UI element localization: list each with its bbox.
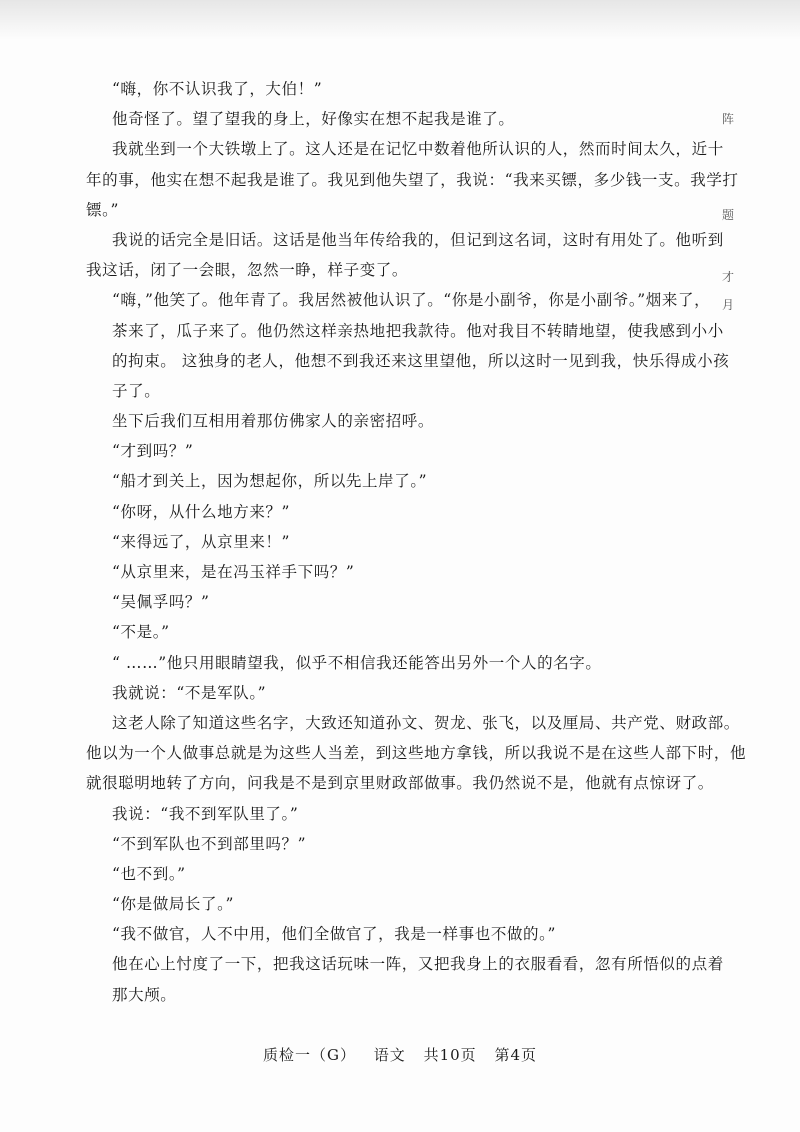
page-footer	[0, 1044, 800, 1065]
text-line: “吴佩孚吗？”	[112, 593, 210, 612]
text-line: 他奇怪了。望了望我的身上，好像实在想不起我是谁了。	[112, 110, 515, 129]
passage-body	[86, 78, 747, 1014]
text-line: 这老人除了知道这些名字，大致还知道孙文、贺龙、张飞，以及厘局、共产党、财政部。	[112, 713, 740, 732]
text-line: “船才到关上，因为想起你，所以先上岸了。”	[112, 472, 428, 491]
text-line: 的拘束。 这独身的老人，他想不到我还来这里望他，所以这时一见到我，快乐得成小孩	[112, 351, 730, 370]
text-line: “ ……”他只用眼睛望我，似乎不相信我还能答出另外一个人的名字。	[112, 653, 602, 672]
text-line: 年的事，他实在想不起我是谁了。我见到他失望了，我说：“我来买镖，多少钱一支。我学打	[86, 170, 739, 189]
margin-note: 阵	[722, 112, 735, 126]
text-line: 我这话，闭了一会眼，忽然一睁，样子变了。	[86, 261, 409, 280]
text-line: 坐下后我们互相用着那仿佛家人的亲密招呼。	[112, 412, 435, 431]
text-line: “不到军队也不到部里吗？”	[112, 834, 307, 853]
page-number: 第4页	[494, 1046, 537, 1064]
text-line: “从京里来，是在冯玉祥手下吗？”	[112, 563, 355, 581]
exam-name: 质检一（G）	[263, 1046, 356, 1064]
text-line: 我就说：“不是军队。”	[112, 683, 267, 702]
text-line: “嗨，你不认识我了，大伯！”	[112, 80, 323, 98]
text-line: “才到吗？”	[112, 442, 194, 461]
text-line: “来得远了，从京里来！”	[112, 532, 291, 551]
total-pages: 共10页	[423, 1046, 477, 1064]
text-line: “不是。”	[112, 623, 170, 642]
text-line: “嗨，”他笑了。他年青了。我居然被他认识了。“你是小副爷，你是小副爷。”烟来了，	[112, 291, 711, 310]
text-line: “你呀，从什么地方来？”	[112, 502, 291, 521]
text-line: 我说的话完全是旧话。这话是他当年传给我的，但记到这名词，这时有用处了。他听到	[112, 230, 724, 249]
text-line: 镖。”	[86, 200, 119, 219]
scan-shadow	[0, 0, 800, 40]
margin-note: 题	[722, 208, 735, 222]
text-line: 我说：“我不到军队里了。”	[112, 804, 299, 823]
margin-note: 才	[722, 270, 735, 284]
subject-name: 语文	[373, 1046, 406, 1064]
text-line: “你是做局长了。”	[112, 895, 234, 914]
text-line: 茶来了，瓜子来了。他仍然这样亲热地把我款待。他对我目不转睛地望，使我感到小小	[112, 321, 724, 340]
text-line: 他在心上忖度了一下，把我这话玩味一阵，又把我身上的衣服看看，忽有所悟似的点着	[112, 955, 724, 974]
text-line: 子了。	[112, 381, 161, 400]
text-line: “我不做官，人不中用，他们全做官了，我是一样事也不做的。”	[112, 925, 556, 944]
text-line: 就很聪明地转了方向，问我是不是到京里财政部做事。我仍然说不是，他就有点惊讶了。	[86, 774, 714, 793]
text-line: “也不到。”	[112, 864, 186, 883]
text-line: 他以为一个人做事总就是为这些人当差，到这些地方拿钱，所以我说不是在这些人部下时，他	[86, 744, 747, 763]
text-line: 那大颅。	[112, 985, 177, 1004]
text-line: 我就坐到一个大铁墩上了。这人还是在记忆中数着他所认识的人，然而时间太久，近十	[112, 140, 724, 159]
margin-note: 月	[722, 298, 735, 312]
